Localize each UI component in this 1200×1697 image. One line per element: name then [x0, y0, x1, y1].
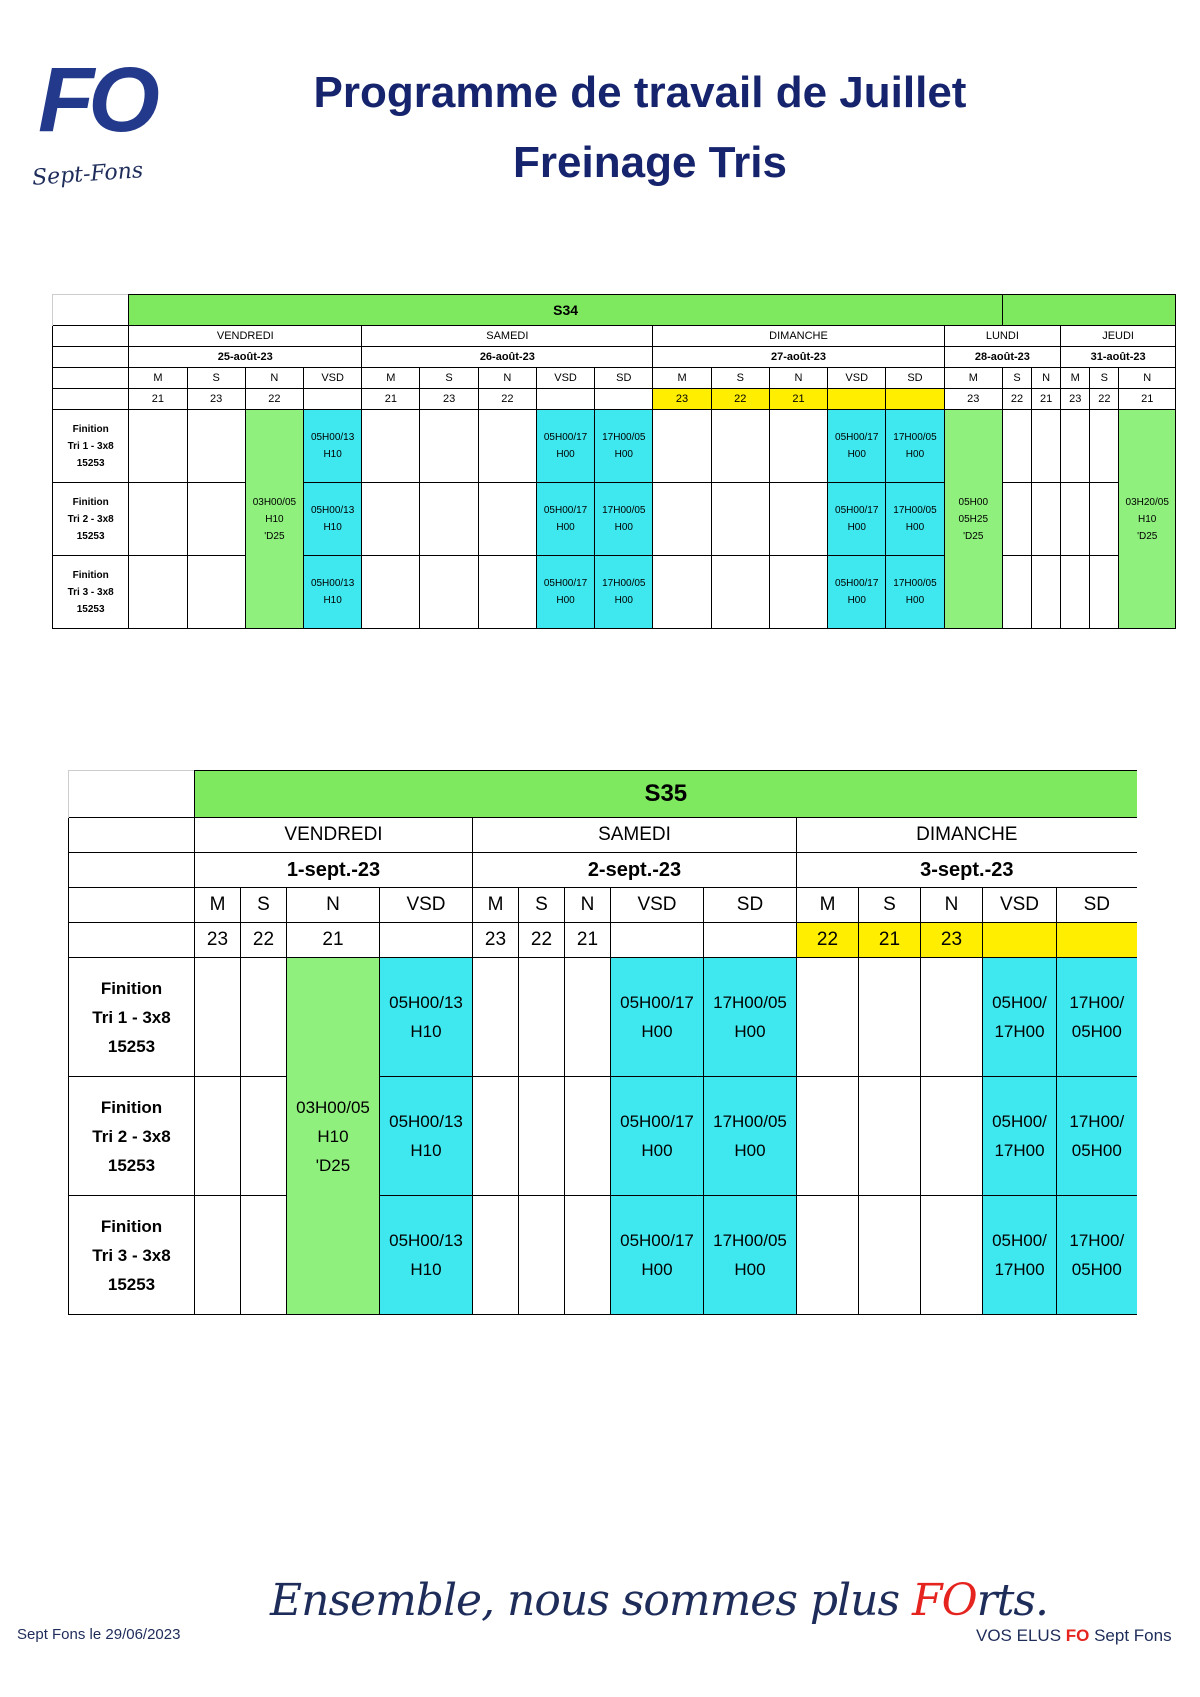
sd-cell: 17H00/05 H00 — [886, 556, 944, 629]
shift-number: 23 — [653, 389, 711, 410]
shift-header: S — [1090, 368, 1119, 389]
shift-header: M — [944, 368, 1002, 389]
shift-header: N — [478, 368, 536, 389]
shift-header: S — [711, 368, 769, 389]
sd-cell: 17H00/ 05H00 — [1057, 1196, 1137, 1315]
table-row — [53, 410, 1176, 483]
shift-header: VSD — [304, 368, 362, 389]
shift-number: 22 — [478, 389, 536, 410]
page-title: Programme de travail de Juillet — [313, 68, 967, 117]
shift-header: VSD — [611, 888, 704, 923]
shift-number — [304, 389, 362, 410]
vsd-cell: 05H00/17 H00 — [828, 556, 886, 629]
day-header: DIMANCHE — [797, 818, 1137, 853]
shift-header: S — [241, 888, 287, 923]
sd-cell: 17H00/05 H00 — [595, 483, 653, 556]
shift-header: M — [797, 888, 859, 923]
shift-number — [704, 923, 797, 958]
shift-number: 22 — [1002, 389, 1031, 410]
vsd-cell: 05H00/17 H00 — [536, 556, 594, 629]
sd-cell: 17H00/05 H00 — [704, 1077, 797, 1196]
vsd-cell: 05H00/13 H10 — [304, 483, 362, 556]
shift-header: M — [362, 368, 420, 389]
shift-header: VSD — [828, 368, 886, 389]
week-label: S35 — [195, 771, 1137, 818]
shift-header: N — [769, 368, 827, 389]
sd-cell: 17H00/05 H00 — [886, 483, 944, 556]
sd-cell: 17H00/05 H00 — [595, 556, 653, 629]
day-header: LUNDI — [944, 326, 1061, 347]
date-header: 27-août-23 — [653, 347, 944, 368]
shift-number: 21 — [565, 923, 611, 958]
vsd-cell: 05H00/13 H10 — [304, 556, 362, 629]
shift-number: 21 — [362, 389, 420, 410]
row-label: Finition Tri 3 - 3x8 15253 — [53, 556, 129, 629]
shift-header: S — [187, 368, 245, 389]
vsd-cell: 05H00/13 H10 — [380, 1077, 473, 1196]
shift-header: M — [129, 368, 187, 389]
schedule-table-s34 — [52, 294, 1176, 629]
shift-number: 23 — [473, 923, 519, 958]
shift-number: 21 — [129, 389, 187, 410]
table-row — [69, 958, 1137, 1077]
shift-header: VSD — [380, 888, 473, 923]
shift-number — [595, 389, 653, 410]
week-label: S34 — [129, 295, 1003, 326]
table-row — [69, 1196, 1137, 1315]
shift-header: SD — [1057, 888, 1137, 923]
shift-number: 23 — [1061, 389, 1090, 410]
shift-number: 22 — [1090, 389, 1119, 410]
shift-header: SD — [595, 368, 653, 389]
page-subtitle: Freinage Tris — [513, 138, 787, 187]
shift-header: N — [287, 888, 380, 923]
shift-header: M — [195, 888, 241, 923]
slogan: Ensemble, nous sommes plus FOrts. — [270, 1575, 1048, 1626]
sd-cell: 17H00/ 05H00 — [1057, 958, 1137, 1077]
vsd-cell: 05H00/17 H00 — [611, 1077, 704, 1196]
day-header: DIMANCHE — [653, 326, 944, 347]
shift-header: S — [1002, 368, 1031, 389]
shift-header: S — [420, 368, 478, 389]
shift-number — [611, 923, 704, 958]
sd-cell: 17H00/ 05H00 — [1057, 1077, 1137, 1196]
shift-number: 21 — [859, 923, 921, 958]
day-header: VENDREDI — [129, 326, 362, 347]
row-label: Finition Tri 1 - 3x8 15253 — [69, 958, 195, 1077]
vsd-cell: 05H00/13 H10 — [380, 1196, 473, 1315]
vsd-cell: 05H00/17 H00 — [611, 1196, 704, 1315]
table-row — [53, 556, 1176, 629]
shift-header: S — [859, 888, 921, 923]
vsd-cell: 05H00/17 H00 — [536, 483, 594, 556]
sd-cell: 17H00/05 H00 — [595, 410, 653, 483]
shift-header: N — [1032, 368, 1061, 389]
date-header: 31-août-23 — [1061, 347, 1176, 368]
date-header: 3-sept.-23 — [797, 853, 1137, 888]
shift-number: 21 — [287, 923, 380, 958]
shift-number — [828, 389, 886, 410]
shift-header: VSD — [536, 368, 594, 389]
day-header: VENDREDI — [195, 818, 473, 853]
row-label: Finition Tri 2 - 3x8 15253 — [69, 1077, 195, 1196]
vsd-cell: 05H00/17 H00 — [828, 483, 886, 556]
footer-date: Sept Fons le 29/06/2023 — [17, 1626, 181, 1643]
vsd-cell: 05H00/17 H00 — [828, 410, 886, 483]
shift-number: 23 — [420, 389, 478, 410]
night-shift-cell: 03H00/05 H10 'D25 — [287, 958, 380, 1315]
shift-header: SD — [886, 368, 944, 389]
date-header: 1-sept.-23 — [195, 853, 473, 888]
sd-cell: 17H00/05 H00 — [886, 410, 944, 483]
shift-number — [1057, 923, 1137, 958]
shift-number — [983, 923, 1057, 958]
date-header: 26-août-23 — [362, 347, 653, 368]
shift-number — [886, 389, 944, 410]
sd-cell: 17H00/05 H00 — [704, 958, 797, 1077]
day-header: SAMEDI — [473, 818, 797, 853]
shift-number: 22 — [797, 923, 859, 958]
shift-number: 22 — [711, 389, 769, 410]
shift-number: 21 — [1119, 389, 1176, 410]
day-header: SAMEDI — [362, 326, 653, 347]
shift-number: 22 — [241, 923, 287, 958]
shift-number: 23 — [944, 389, 1002, 410]
vsd-cell: 05H00/17 H00 — [611, 958, 704, 1077]
row-label: Finition Tri 3 - 3x8 15253 — [69, 1196, 195, 1315]
date-header: 2-sept.-23 — [473, 853, 797, 888]
shift-number: 21 — [1032, 389, 1061, 410]
shift-number: 22 — [519, 923, 565, 958]
vsd-cell: 05H00/17 H00 — [536, 410, 594, 483]
shift-header: N — [245, 368, 303, 389]
shift-number: 21 — [769, 389, 827, 410]
shift-header: M — [473, 888, 519, 923]
shift-header: VSD — [983, 888, 1057, 923]
shift-number: 23 — [921, 923, 983, 958]
shift-header: S — [519, 888, 565, 923]
table-row — [53, 483, 1176, 556]
shift-header: N — [1119, 368, 1176, 389]
row-label: Finition Tri 1 - 3x8 15253 — [53, 410, 129, 483]
night-shift-cell: 03H00/05 H10 'D25 — [245, 410, 303, 629]
shift-number — [536, 389, 594, 410]
shift-number: 23 — [195, 923, 241, 958]
vsd-cell: 05H00/13 H10 — [380, 958, 473, 1077]
schedule-table-s35 — [68, 770, 1137, 1315]
shift-number: 23 — [187, 389, 245, 410]
shift-header: M — [653, 368, 711, 389]
logo-text: FO — [38, 49, 154, 151]
jeudi-cell: 03H20/05 H10 'D25 — [1119, 410, 1176, 629]
shift-header: N — [921, 888, 983, 923]
date-header: 25-août-23 — [129, 347, 362, 368]
shift-header: M — [1061, 368, 1090, 389]
logo-subtext: Sept-Fons — [31, 158, 144, 191]
lundi-cell: 05H00 05H25 'D25 — [944, 410, 1002, 629]
shift-number: 22 — [245, 389, 303, 410]
shift-number — [380, 923, 473, 958]
sd-cell: 17H00/05 H00 — [704, 1196, 797, 1315]
row-label: Finition Tri 2 - 3x8 15253 — [53, 483, 129, 556]
shift-header: N — [565, 888, 611, 923]
vsd-cell: 05H00/ 17H00 — [983, 958, 1057, 1077]
shift-header: SD — [704, 888, 797, 923]
vsd-cell: 05H00/ 17H00 — [983, 1077, 1057, 1196]
vsd-cell: 05H00/13 H10 — [304, 410, 362, 483]
vsd-cell: 05H00/ 17H00 — [983, 1196, 1057, 1315]
table-row — [69, 1077, 1137, 1196]
day-header: JEUDI — [1061, 326, 1176, 347]
date-header: 28-août-23 — [944, 347, 1061, 368]
elus-signature: VOS ELUS FO Sept Fons — [976, 1626, 1172, 1645]
